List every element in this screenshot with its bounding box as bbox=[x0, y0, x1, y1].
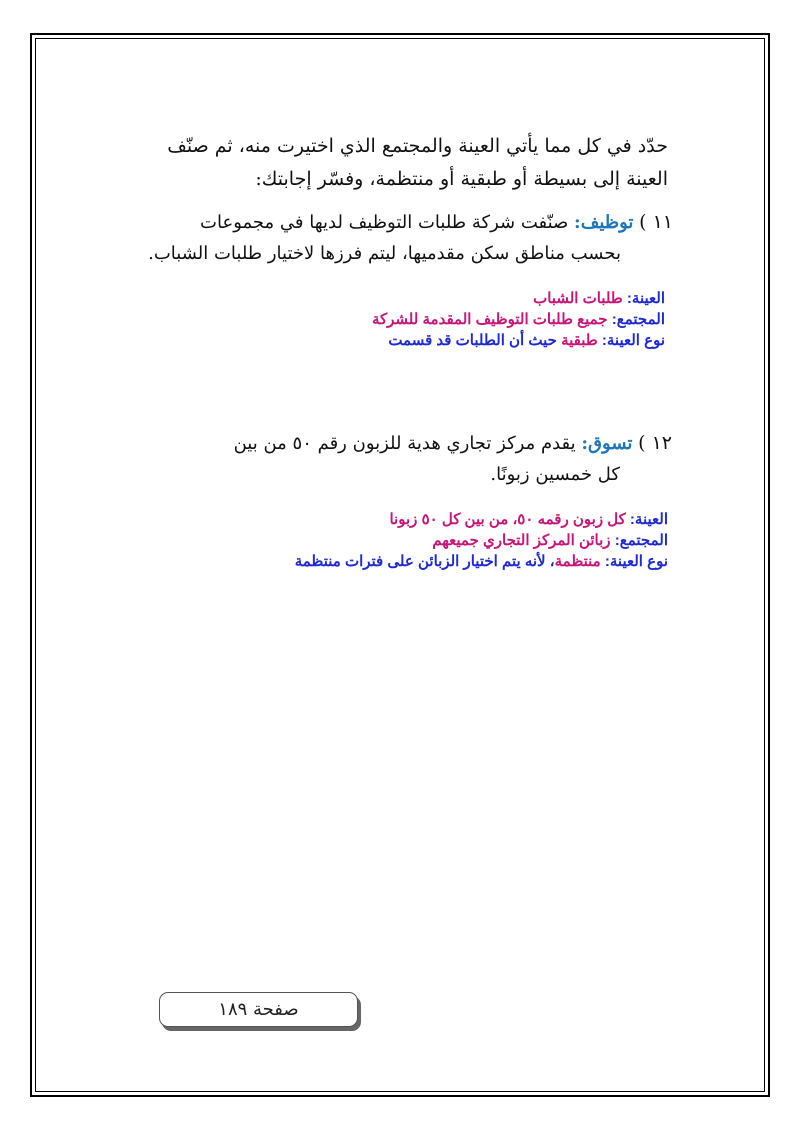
question-number: ١٢ ) bbox=[638, 432, 672, 454]
answer-population bbox=[295, 530, 668, 551]
question-text-line-1: يقدم مركز تجاري هدية للزبون رقم ٥٠ من بين bbox=[233, 433, 576, 454]
question-number: ١١ ) bbox=[639, 211, 673, 233]
answer-population bbox=[372, 309, 665, 330]
type-label: نوع العينة: bbox=[604, 553, 668, 570]
instructions-line-2: العينة إلى بسيطة أو طبقية أو منتظمة، وفسّر إجابتك: bbox=[255, 168, 668, 190]
type-value: طبقية bbox=[561, 332, 598, 349]
instructions bbox=[108, 130, 668, 196]
answer-12 bbox=[295, 509, 668, 572]
page-number-box bbox=[159, 992, 358, 1027]
population-label: المجتمع: bbox=[611, 311, 665, 328]
sample-label: العينة: bbox=[626, 290, 665, 307]
question-text-line-2: بحسب مناطق سكن مقدميها، ليتم فرزها لاختيار طلبات الشباب. bbox=[148, 243, 621, 264]
question-12 bbox=[172, 428, 672, 490]
population-value: زبائن المركز التجاري جميعهم bbox=[432, 532, 611, 549]
answer-sample bbox=[295, 509, 668, 530]
answer-type bbox=[372, 330, 665, 351]
question-11 bbox=[113, 207, 673, 269]
population-label: المجتمع: bbox=[614, 532, 668, 549]
question-text-line-2: كل خمسين زبونًا. bbox=[490, 464, 620, 485]
question-topic: توظيف: bbox=[574, 212, 634, 233]
page-number: صفحة ١٨٩ bbox=[218, 999, 299, 1020]
type-label: نوع العينة: bbox=[601, 332, 665, 349]
population-value: جميع طلبات التوظيف المقدمة للشركة bbox=[371, 311, 608, 328]
question-topic: تسوق: bbox=[581, 433, 633, 454]
answer-11 bbox=[372, 288, 665, 351]
type-reason: حيث أن الطلبات قد قسمت bbox=[388, 332, 557, 349]
sample-value: طلبات الشباب bbox=[533, 290, 623, 307]
question-text-line-1: صنّفت شركة طلبات التوظيف لديها في مجموعات bbox=[200, 212, 569, 233]
type-value: منتظمة bbox=[554, 553, 601, 570]
answer-type bbox=[295, 551, 668, 572]
sample-value: كل زبون رقمه ٥٠، من بين كل ٥٠ زبونا bbox=[389, 511, 626, 528]
type-reason: ، لأنه يتم اختيار الزبائن على فترات منتظمة bbox=[294, 553, 555, 570]
instructions-line-1: حدّد في كل مما يأتي العينة والمجتمع الذي اختيرت منه، ثم صنّف bbox=[167, 135, 668, 157]
answer-sample bbox=[372, 288, 665, 309]
sample-label: العينة: bbox=[629, 511, 668, 528]
